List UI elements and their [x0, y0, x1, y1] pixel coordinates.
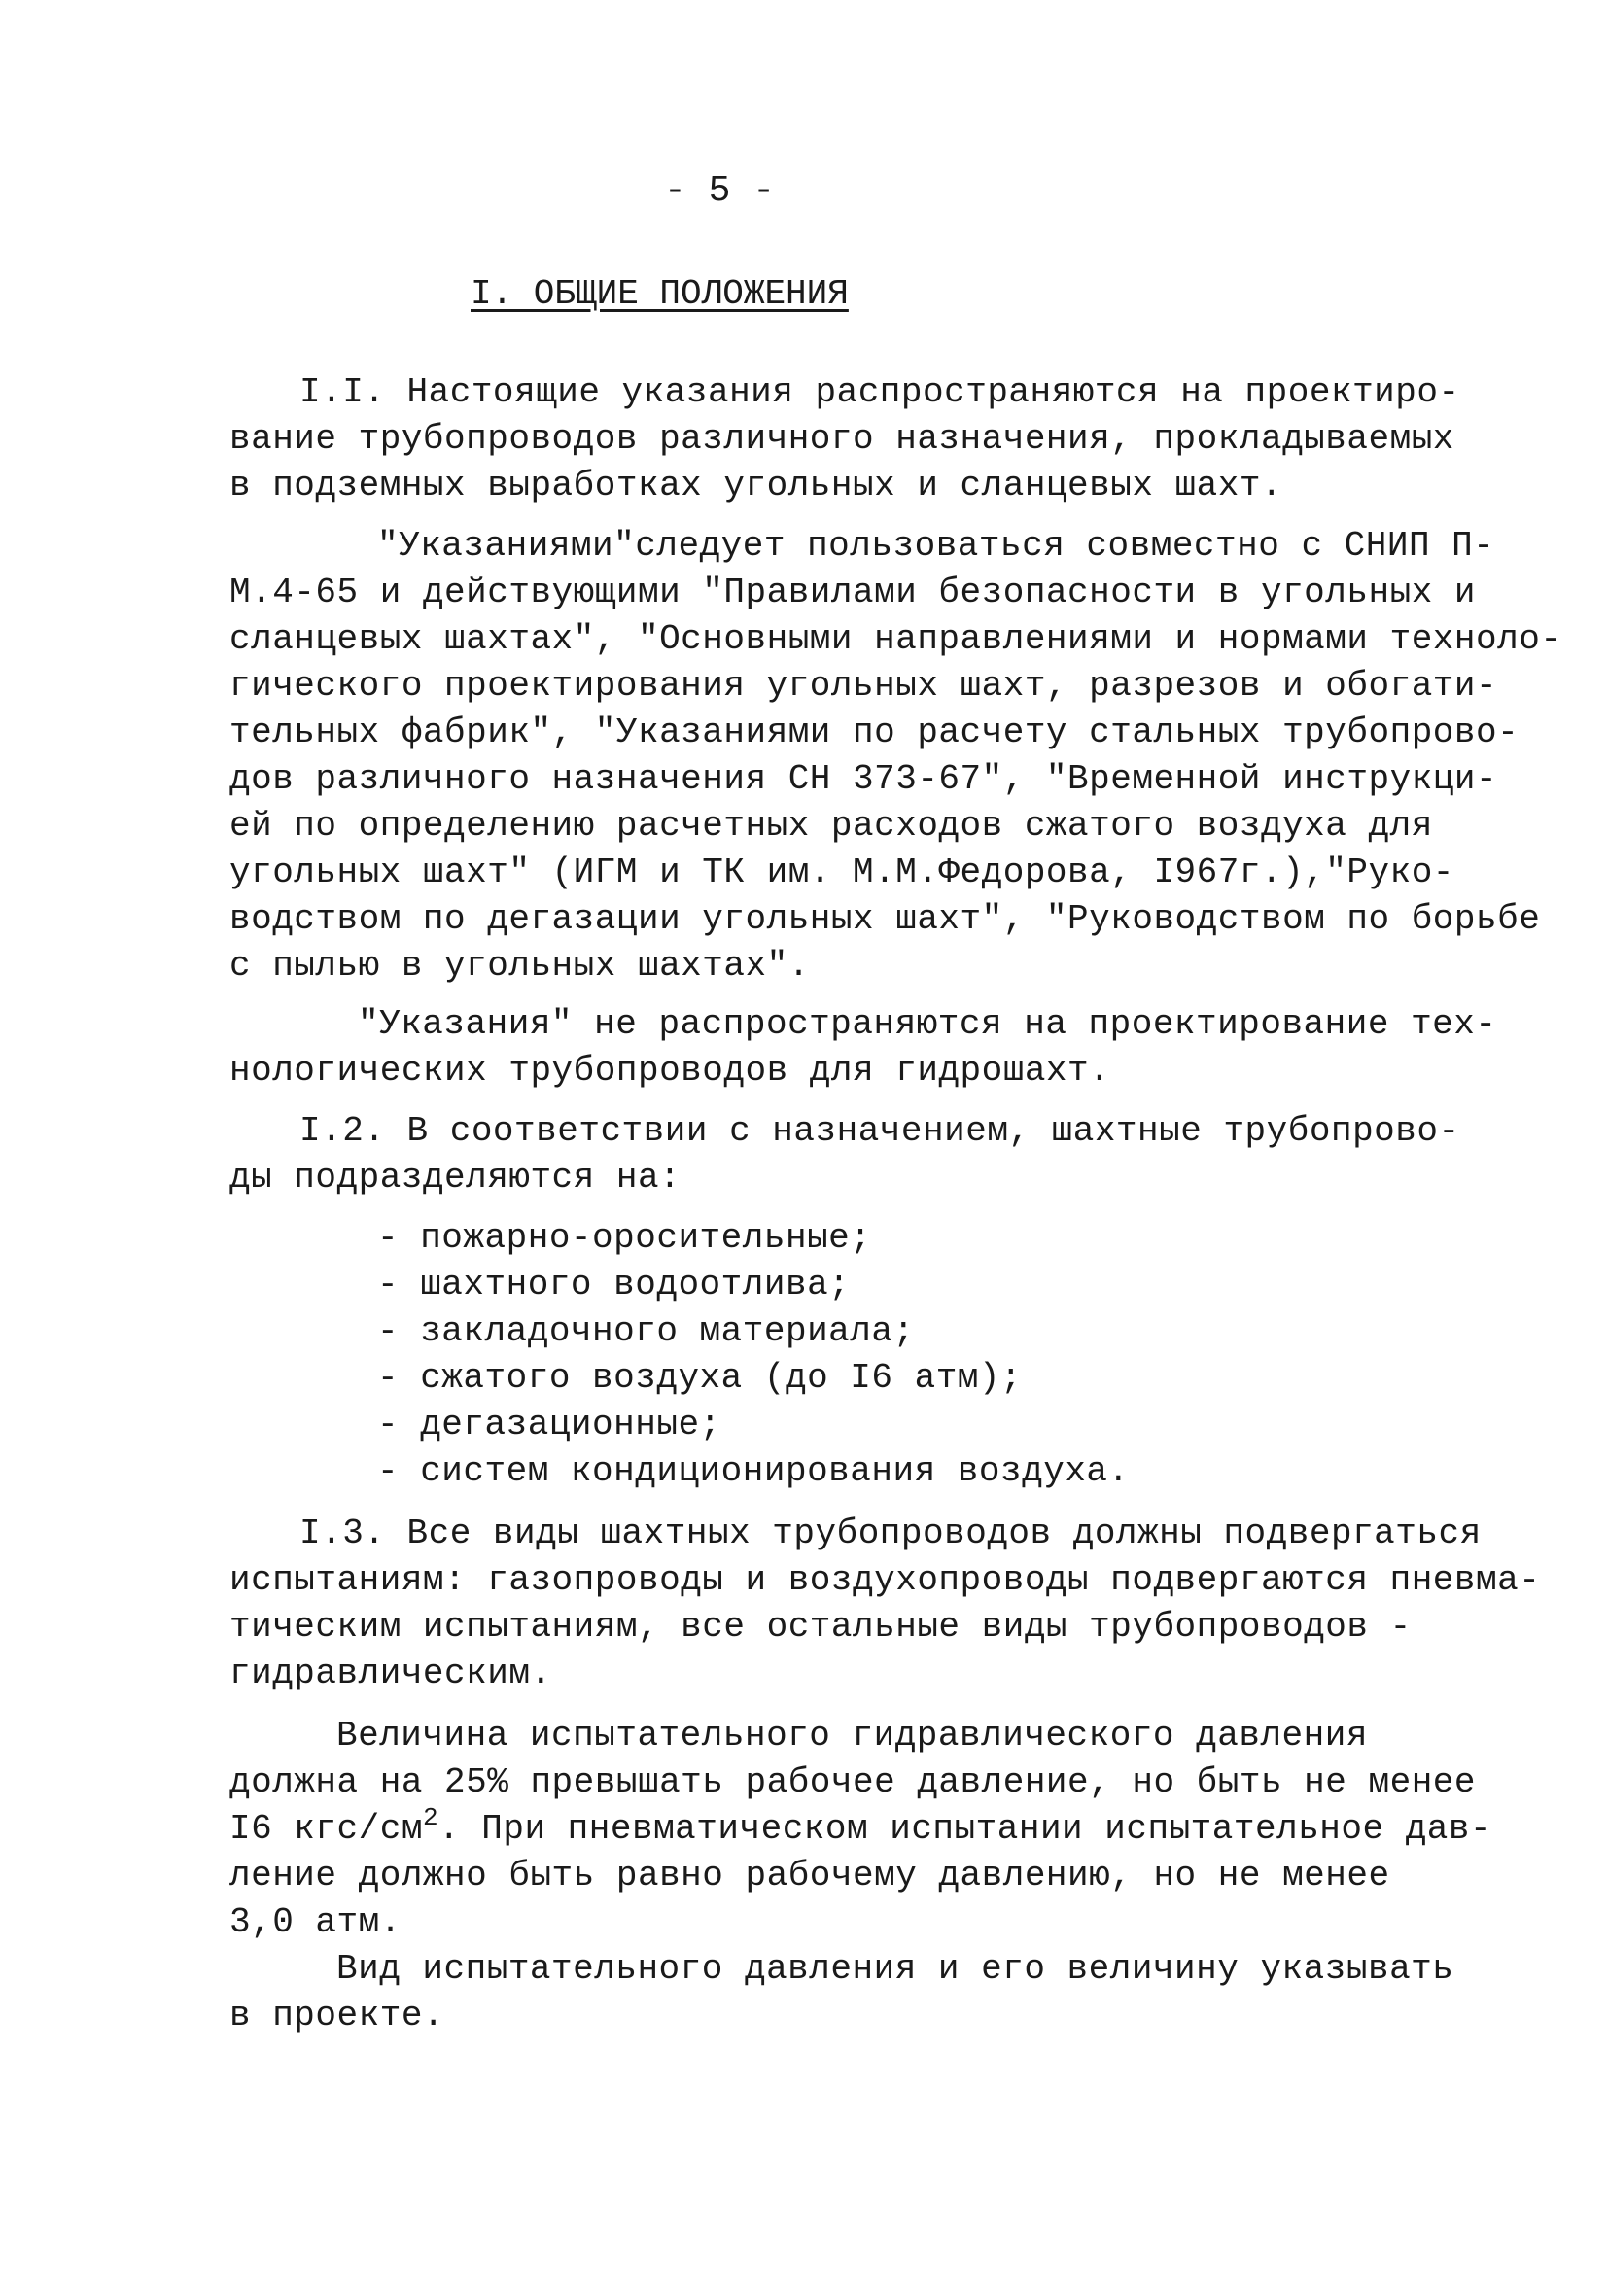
text-fragment: . При пневматическом испытании испытательное дав- — [438, 1809, 1492, 1849]
text-line: М.4-65 и действующими "Правилами безопасности в угольных и — [229, 573, 1477, 612]
text-line: в подземных выработках угольных и сланцевых шахт. — [229, 466, 1283, 505]
text-line: ей по определению расчетных расходов сжатого воздуха для — [229, 806, 1433, 846]
list-item: - закладочного материала; — [377, 1311, 915, 1351]
text-line: 3,0 атм. — [229, 1902, 402, 1942]
superscript: 2 — [422, 1803, 439, 1832]
text-fragment: I6 кгс/см — [229, 1809, 423, 1849]
text-line: тельных фабрик", "Указаниями по расчету стальных трубопрово- — [229, 713, 1520, 752]
text-line: I.3. Все виды шахтных трубопроводов должны подвергаться — [299, 1513, 1482, 1553]
text-line: в проекте. — [229, 1996, 445, 2035]
list-item: - дегазационные; — [377, 1405, 721, 1444]
text-line: гического проектирования угольных шахт, разрезов и обогати- — [229, 666, 1498, 706]
text-line: испытаниям: газопроводы и воздухопроводы подвергаются пневма- — [229, 1560, 1541, 1600]
text-line: с пылью в угольных шахтах". — [229, 946, 810, 986]
text-line: сланцевых шахтах", "Основными направлениями и нормами техноло- — [229, 619, 1562, 659]
text-line: вание трубопроводов различного назначения, прокладываемых — [229, 419, 1454, 459]
text-line: дов различного назначения СН 373-67", "Временной инструкци- — [229, 759, 1498, 799]
list-item: - сжатого воздуха (до I6 атм); — [377, 1358, 1023, 1398]
text-line: водством по дегазации угольных шахт", "Руководством по борьбе — [229, 899, 1541, 939]
text-line: должна на 25% превышать рабочее давление, но быть не менее — [229, 1762, 1477, 1802]
text-line-with-superscript — [229, 1803, 1492, 1851]
list-item: - шахтного водоотлива; — [377, 1265, 851, 1305]
list-item: - систем кондиционирования воздуха. — [377, 1451, 1130, 1491]
text-line: нологических трубопроводов для гидрошахт. — [229, 1051, 1111, 1091]
page-number: - 5 - — [663, 170, 776, 212]
text-line: I.2. В соответствии с назначением, шахтные трубопрово- — [299, 1111, 1460, 1151]
text-line: I.I. Настоящие указания распространяются на проектиро- — [299, 372, 1460, 412]
section-heading: I. ОБЩИЕ ПОЛОЖЕНИЯ — [471, 274, 849, 314]
text-line: ление должно быть равно рабочему давлению, но не менее — [229, 1856, 1390, 1896]
text-line: "Указания" не распространяются на проектирование тех- — [358, 1004, 1497, 1044]
list-item: - пожарно-оросительные; — [377, 1218, 872, 1258]
text-line: гидравлическим. — [229, 1653, 552, 1693]
text-line: "Указаниями"следует пользоваться совместно с СНИП П- — [377, 526, 1495, 566]
text-line: Вид испытательного давления и его величину указывать — [336, 1949, 1454, 1989]
text-line: угольных шахт" (ИГМ и ТК им. М.М.Федорова, I967г.),"Руко- — [229, 852, 1454, 892]
text-line: тическим испытаниям, все остальные виды трубопроводов - — [229, 1607, 1412, 1647]
text-line: ды подразделяются на: — [229, 1158, 682, 1198]
text-line: Величина испытательного гидравлического давления — [336, 1716, 1368, 1756]
